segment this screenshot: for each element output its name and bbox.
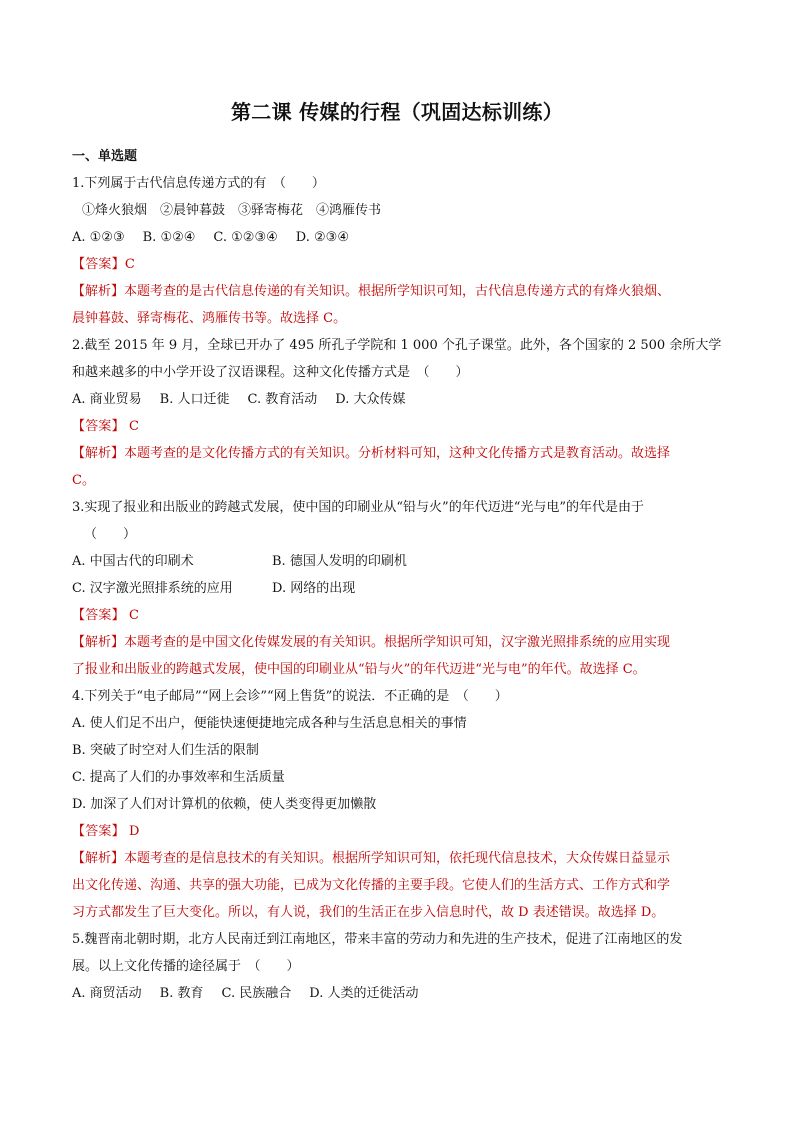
choice-a: A. 使人们足不出户，便能快速便捷地完成各种与生活息息相关的事情 <box>72 716 467 731</box>
choice-b: B. 教育 <box>159 986 204 1001</box>
question-stem: 1.下列属于古代信息传递方式的有 （ ） <box>72 176 325 191</box>
analysis-text: 本题考查的是中国文化传媒发展的有关知识。根据所学知识可知，汉字激光照排系统的应用实现 <box>124 635 671 650</box>
answer-value: C <box>124 257 135 272</box>
answer-label: 【答案】 <box>72 824 125 839</box>
choice-c: C. 教育活动 <box>247 392 318 407</box>
choice-c: C. 汉字激光照排系统的应用 <box>72 581 233 596</box>
choice-a: A. ①②③ <box>72 230 125 245</box>
analysis-label: 【解析】 <box>72 851 125 866</box>
answer-value: C <box>124 608 139 623</box>
analysis-label: 【解析】 <box>72 635 125 650</box>
choice-d: D. ②③④ <box>295 230 349 245</box>
content <box>72 143 722 1007</box>
question-5 <box>72 926 722 1007</box>
analysis-text: 本题考查的是信息技术的有关知识。根据所学知识可知，依托现代信息技术，大众传媒日益显示 <box>124 851 671 866</box>
analysis-continuation: C。 <box>72 473 95 488</box>
answer-label: 【答案】 <box>72 608 125 623</box>
analysis-line <box>72 845 722 872</box>
choice-d: D. 大众传媒 <box>335 392 406 407</box>
question-stem-continuation: 和越来越多的中小学开设了汉语课程。这种文化传播方式是 （ ） <box>72 365 469 380</box>
analysis-line <box>72 278 722 305</box>
question-1 <box>72 170 722 332</box>
question-stem-continuation: （ ） <box>84 527 137 542</box>
analysis-continuation: 了报业和出版业的跨越式发展，使中国的印刷业从“铅与火”的年代迈进“光与电”的年代。故选择 C。 <box>72 662 646 677</box>
question-stem: 4.下列关于“电子邮局”“网上会诊”“网上售货”的说法．不正确的是 （ ） <box>72 689 508 704</box>
choice-a: A. 商业贸易 <box>72 392 142 407</box>
section-heading: 一、单选题 <box>72 149 138 164</box>
choice-d: D. 人类的迁徙活动 <box>309 986 419 1001</box>
question-items: ①烽火狼烟 ②晨钟暮鼓 ③驿寄梅花 ④鸿雁传书 <box>82 203 382 218</box>
question-3 <box>72 494 722 683</box>
analysis-continuation: 出文化传递、沟通、共享的强大功能，已成为文化传播的主要手段。它使人们的生活方式、工作方式和学 <box>72 878 671 893</box>
analysis-label: 【解析】 <box>72 446 125 461</box>
question-2 <box>72 332 722 494</box>
analysis-continuation: 习方式都发生了巨大变化。所以，有人说，我们的生活正在步入信息时代，故 D 表述错误。故选择 D。 <box>72 905 665 920</box>
choice-b: B. ①②④ <box>142 230 196 245</box>
answer-line <box>72 818 722 845</box>
answer-value: D <box>124 824 140 839</box>
question-4 <box>72 683 722 926</box>
analysis-text: 本题考查的是古代信息传递的有关知识。根据所学知识可知，古代信息传递方式的有烽火狼烟、 <box>124 284 671 299</box>
choice-a: A. 商贸活动 <box>72 986 142 1001</box>
analysis-label: 【解析】 <box>72 284 125 299</box>
answer-line <box>72 602 722 629</box>
answer-line <box>72 251 722 278</box>
answer-label: 【答案】 <box>72 419 125 434</box>
choice-b: B. 突破了时空对人们生活的限制 <box>72 743 259 758</box>
question-stem: 3.实现了报业和出版业的跨越式发展，使中国的印刷业从“铅与火”的年代迈进“光与电”的年代是由于 <box>72 500 644 515</box>
question-stem: 2.截至 2015 年 9 月，全球已开办了 495 所孔子学院和 1 000 个孔子课堂。此外，各个国家的 2 500 余所大学 <box>72 338 722 353</box>
choice-list <box>72 980 722 1007</box>
choice-c: C. 提高了人们的办事效率和生活质量 <box>72 770 285 785</box>
answer-label: 【答案】 <box>72 257 125 272</box>
question-stem: 5.魏晋南北朝时期，北方人民南迁到江南地区，带来丰富的劳动力和先进的生产技术，促进了江南地区的发 <box>72 932 683 947</box>
choice-b: B. 人口迁徙 <box>159 392 230 407</box>
choice-list <box>72 548 722 602</box>
choice-c: C. ①②③④ <box>213 230 278 245</box>
analysis-line <box>72 440 722 467</box>
choice-a: A. 中国古代的印刷术 <box>72 554 194 569</box>
answer-value: C <box>124 419 139 434</box>
analysis-text: 本题考查的是文化传播方式的有关知识。分析材料可知，这种文化传播方式是教育活动。故选择 <box>124 446 671 461</box>
question-stem-continuation: 展。以上文化传播的途径属于 （ ） <box>72 959 300 974</box>
choice-d: D. 网络的出现 <box>272 581 356 596</box>
choice-d: D. 加深了人们对计算机的依赖，使人类变得更加懒散 <box>72 797 377 812</box>
choice-c: C. 民族融合 <box>221 986 292 1001</box>
analysis-line <box>72 629 722 656</box>
answer-line <box>72 413 722 440</box>
choice-b: B. 德国人发明的印刷机 <box>272 554 407 569</box>
analysis-continuation: 晨钟暮鼓、驿寄梅花、鸿雁传书等。故选择 C。 <box>72 311 347 326</box>
page-title: 第二课 传媒的行程（巩固达标训练） <box>230 100 564 124</box>
choice-list <box>72 386 722 413</box>
choice-list <box>72 224 722 251</box>
